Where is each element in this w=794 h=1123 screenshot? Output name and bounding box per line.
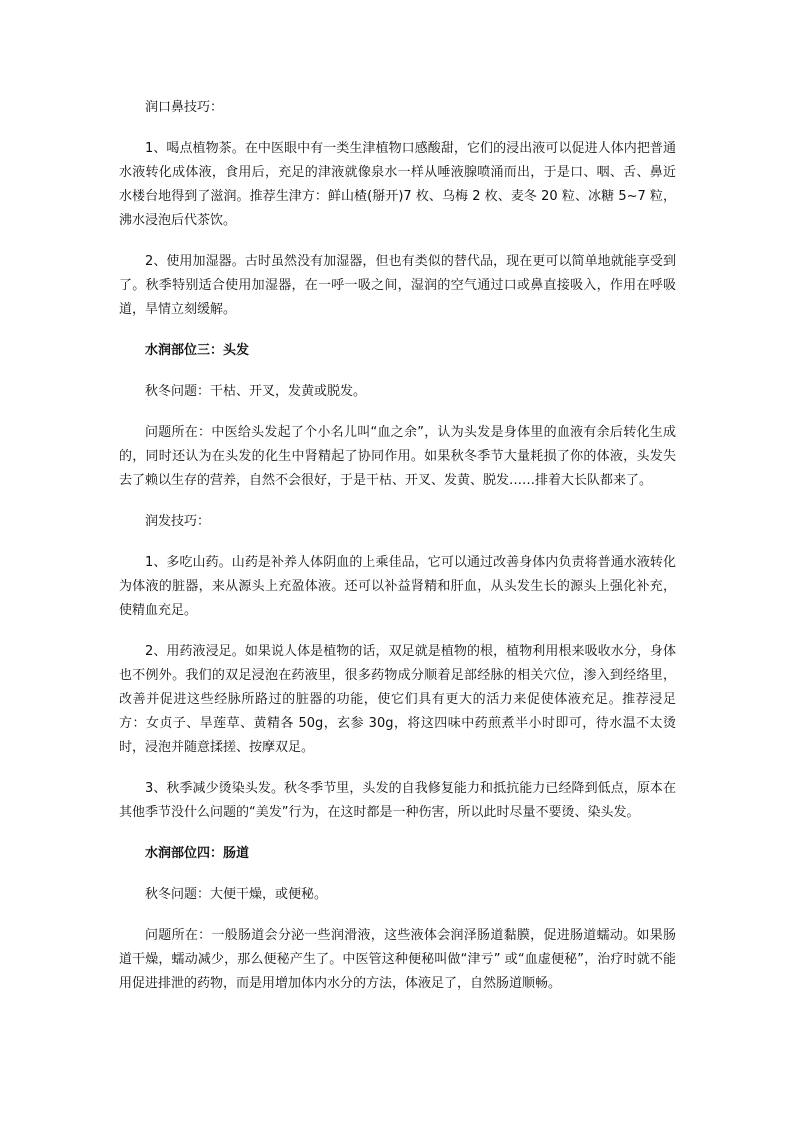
tip-paragraph-hair-dye: 3、秋季减少烫染头发。秋冬季节里，头发的自我修复能力和抵抗能力已经降到低点，原本在其他季节没什么问题的“美发”行为，在这时都是一种伤害，所以此时尽量不要烫、染头发。 <box>119 781 676 820</box>
section-heading-hair: 水润部位三：头发 <box>145 343 250 358</box>
tip-paragraph-foot-soak: 2、用药液浸足。如果说人体是植物的话，双足就是植物的根，植物利用根来吸收水分，身体也不例外。我们的双足浸泡在药液里，很多药物成分顺着足部经脉的相关穴位，渗入到经络里，改善并促进这些经脉所路过的脏器的功能，使它们具有更大的活力来促使体液充足。推荐浸足方：女贞子、旱莲草、黄精各 50g，玄参 30g，将这四味中药煎煮半小时即可，待水温不太烫时，浸泡并随意揉搓、按摩双足。 <box>119 644 676 755</box>
problem-paragraph-hair: 秋冬问题：干枯、开叉，发黄或脱发。 <box>145 384 367 399</box>
section-label-hair-tips: 润发技巧： <box>145 514 211 529</box>
problem-paragraph-intestine: 秋冬问题：大便干燥，或便秘。 <box>145 887 328 902</box>
tip-paragraph-yam: 1、多吃山药。山药是补养人体阴血的上乘佳品，它可以通过改善身体内负责将普通水液转化为体液的脏器，来从源头上充盈体液。还可以补益肾精和肝血，从头发生长的源头上强化补充，使精血充足。 <box>119 555 676 618</box>
section-heading-intestine: 水润部位四：肠道 <box>145 846 250 861</box>
tip-paragraph-humidifier: 2、使用加湿器。古时虽然没有加湿器，但也有类似的替代品，现在更可以简单地就能享受到了。秋季特别适合使用加湿器，在一呼一吸之间，湿润的空气通过口或鼻直接吸入，作用在呼吸道，旱情立刻缓解。 <box>119 254 676 317</box>
document-body <box>119 96 676 1013</box>
section-label-nose-tips: 润口鼻技巧： <box>145 100 224 115</box>
cause-paragraph-intestine: 问题所在：一般肠道会分泌一些润滑液，这些液体会润泽肠道黏膜，促进肠道蠕动。如果肠道干燥，蠕动减少，那么便秘产生了。中医管这种便秘叫做“津亏” 或“血虚便秘”，治疗时就不能用促进排泄的药物，而是用增加体内水分的方法，体液足了，自然肠道顺畅。 <box>119 928 676 991</box>
tip-paragraph-plant-tea: 1、喝点植物茶。在中医眼中有一类生津植物口感酸甜，它们的浸出液可以促进人体内把普通水液转化成体液，食用后，充足的津液就像泉水一样从唾液腺喷涌而出，于是口、咽、舌、鼻近水楼台地得到了滋润。推荐生津方：鲜山楂(掰开)7 枚、乌梅 2 枚、麦冬 20 粒、冰糖 5~7 粒，沸水浸泡后代茶饮。 <box>119 141 676 228</box>
cause-paragraph-hair: 问题所在：中医给头发起了个小名儿叫“血之余”，认为头发是身体里的血液有余后转化生成的，同时还认为在头发的化生中肾精起了协同作用。如果秋冬季节大量耗损了你的体液，头发失去了赖以生存的营养，自然不会很好，于是干枯、开叉、发黄、脱发……排着大长队都来了。 <box>119 425 676 488</box>
